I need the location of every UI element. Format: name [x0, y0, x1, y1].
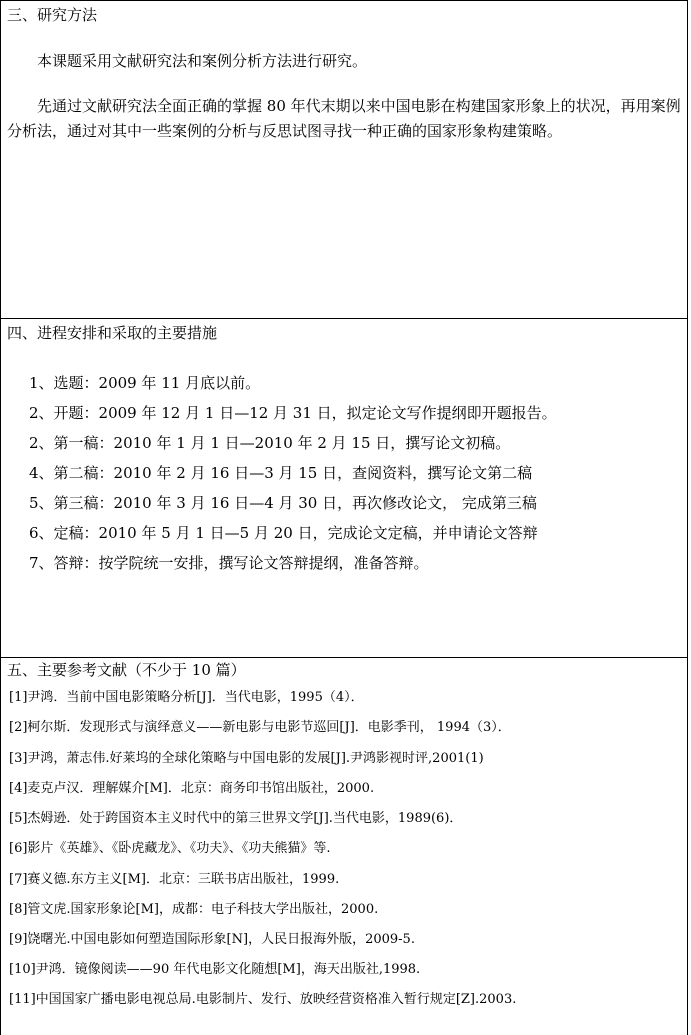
schedule-item: 7、答辩：按学院统一安排，撰写论文答辩提纲，准备答辩。	[29, 554, 429, 572]
schedule-item: 6、定稿：2010 年 5 月 1 日—5 月 20 日，完成论文定稿，并申请论文答辩	[29, 524, 538, 542]
reference-item: [1]尹鸿．当前中国电影策略分析[J]．当代电影，1995（4）．	[9, 690, 364, 705]
schedule-item: 4、第二稿：2010 年 2 月 16 日—3 月 15 日，查阅资料，撰写论文第二稿	[29, 464, 533, 482]
paragraph: 先通过文献研究法全面正确的掌握 80 年代末期以来中国电影在构建国家形象上的状况，再用案例分析法，通过对其中一些案例的分析与反思试图寻找一种正确的国家形象构建策略。	[7, 97, 681, 140]
schedule-item: 2、开题：2009 年 12 月 1 日—12 月 31 日，拟定论文写作提纲即开题报告。	[29, 404, 557, 422]
reference-item: [11]中国国家广播电影电视总局.电影制片、发行、放映经营资格准入暂行规定[Z].2003.	[9, 992, 517, 1007]
section-heading: 三、研究方法	[7, 6, 98, 24]
paragraph: 本课题采用文献研究法和案例分析方法进行研究。	[37, 52, 368, 70]
section-heading: 五、主要参考文献（不少于 10 篇）	[7, 661, 246, 679]
reference-item: [6]影片《英雄》、《卧虎藏龙》、《功夫》、《功夫熊猫》等.	[9, 841, 331, 856]
schedule-item: 5、第三稿：2010 年 3 月 16 日—4 月 30 日，再次修改论文， 完成第三稿	[29, 494, 537, 512]
schedule-item: 1、选题：2009 年 11 月底以前。	[29, 374, 261, 392]
reference-item: [2]柯尔斯．发现形式与演绎意义——新电影与电影节巡回[J]．电影季刊， 1994（3）．	[9, 720, 511, 735]
schedule-item: 2、第一稿：2010 年 1 月 1 日—2010 年 2 月 15 日，撰写论文初稿。	[29, 434, 511, 452]
section-heading: 四、进程安排和采取的主要措施	[7, 324, 218, 342]
reference-item: [8]管文虎.国家形象论[M]，成都：电子科技大学出版社，2000.	[9, 902, 379, 917]
reference-item: [9]饶曙光.中国电影如何塑造国际形象[N]，人民日报海外版，2009-5.	[9, 932, 415, 947]
reference-item: [3]尹鸿，萧志伟.好莱坞的全球化策略与中国电影的发展[J].尹鸿影视时评,2001(1)	[9, 751, 484, 766]
reference-item: [7]赛义德.东方主义[M]．北京：三联书店出版社，1999.	[9, 872, 340, 887]
section-references	[0, 657, 688, 1035]
reference-item: [10]尹鸿．镜像阅读——90 年代电影文化随想[M]，海天出版社,1998.	[9, 962, 421, 977]
section-research-methods	[0, 0, 688, 318]
section-schedule	[0, 318, 688, 657]
reference-item: [5]杰姆逊．处于跨国资本主义时代中的第三世界文学[J].当代电影，1989(6)．	[9, 811, 463, 826]
reference-item: [4]麦克卢汉．理解媒介[M]．北京：商务印书馆出版社，2000.	[9, 781, 375, 796]
